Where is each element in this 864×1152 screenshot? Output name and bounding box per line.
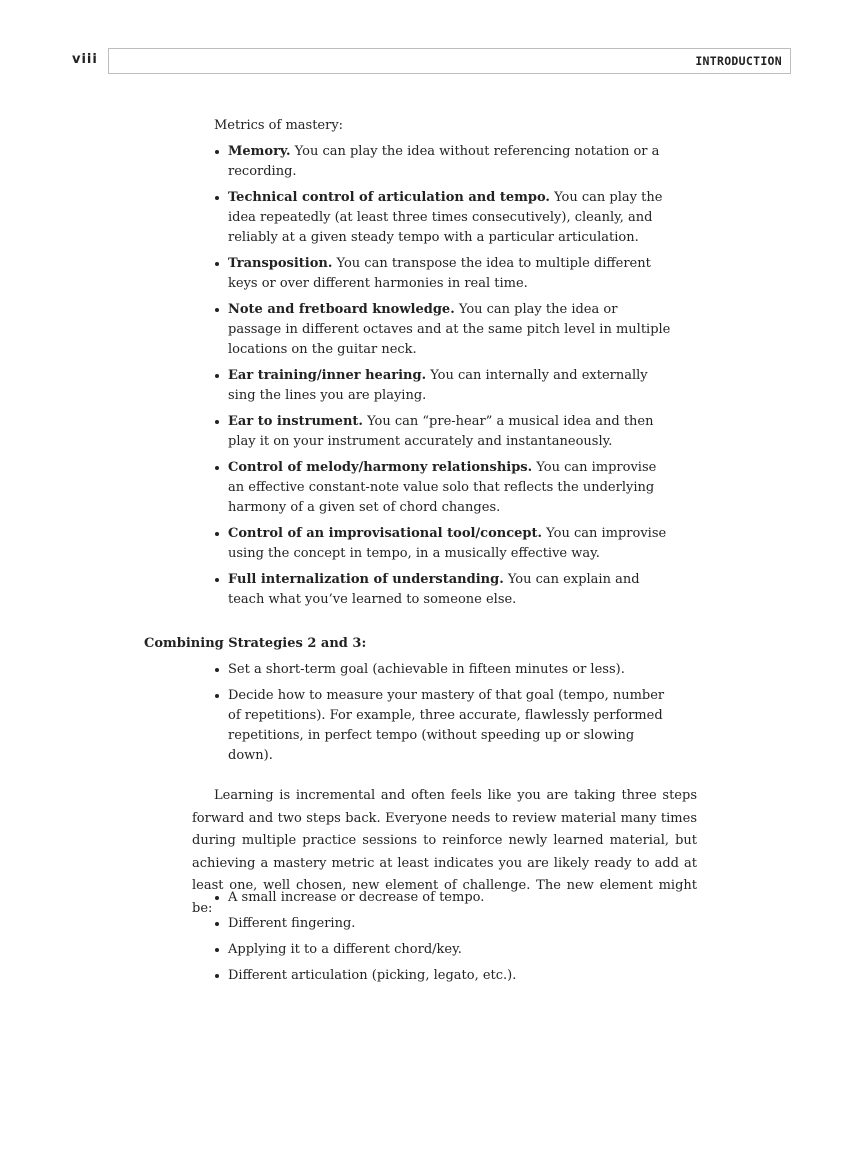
item-term: Technical control of articulation and tempo.	[228, 190, 550, 205]
item-term: Full internalization of understanding.	[228, 572, 504, 587]
list-item: Different fingering.	[214, 914, 674, 934]
item-term: Control of an improvisational tool/concept.	[228, 526, 543, 541]
list-item: A small increase or decrease of tempo.	[214, 888, 674, 908]
list-item	[214, 524, 674, 564]
item-text: You can explain and teach what you’ve learned to someone else.	[228, 572, 640, 607]
mastery-list	[214, 142, 674, 616]
list-item: Set a short-term goal (achievable in fifteen minutes or less).	[214, 660, 674, 680]
item-term: Ear training/inner hearing.	[228, 368, 427, 383]
new-element-list	[214, 888, 674, 992]
list-item	[214, 188, 674, 248]
running-title: INTRODUCTION	[695, 54, 782, 68]
item-text: You can internally and externally sing the lines you are playing.	[228, 368, 648, 403]
item-text: You can improvise an effective constant-note value solo that reflects the underlying harmony of a given set of chord changes.	[228, 460, 657, 515]
list-item	[214, 366, 674, 406]
page-number: viii	[72, 52, 98, 67]
running-header	[108, 48, 791, 74]
item-term: Ear to instrument.	[228, 414, 363, 429]
item-term: Transposition.	[228, 256, 333, 271]
item-text: You can play the idea repeatedly (at least three times consecutively), cleanly, and reliably at a given steady tempo with a particular articulation.	[228, 190, 663, 245]
item-text: You can play the idea or passage in different octaves and at the same pitch level in multiple locations on the guitar neck.	[228, 302, 671, 357]
item-text: You can improvise using the concept in tempo, in a musically effective way.	[228, 526, 667, 561]
list-item	[214, 142, 674, 182]
list-item: Different articulation (picking, legato, etc.).	[214, 966, 674, 986]
list-item	[214, 458, 674, 518]
item-text: You can “pre-hear” a musical idea and then play it on your instrument accurately and instantaneously.	[228, 414, 654, 449]
combining-heading: Combining Strategies 2 and 3:	[144, 636, 367, 651]
combining-list	[214, 660, 674, 772]
item-text: You can transpose the idea to multiple different keys or over different harmonies in real time.	[228, 256, 651, 291]
item-term: Memory.	[228, 144, 291, 159]
list-item	[214, 300, 674, 360]
learning-paragraph: Learning is incremental and often feels like you are taking three steps forward and two steps back. Everyone needs to review material many times during multiple practice sessions to reinforce newly learned material, but achieving a mastery metric at least indicates you are likely ready to add at least one, well chosen, new element of challenge. The new element might be:	[192, 788, 697, 916]
mastery-intro: Metrics of mastery:	[214, 118, 344, 133]
item-term: Control of melody/harmony relationships.	[228, 460, 533, 475]
list-item	[214, 254, 674, 294]
list-item: Applying it to a different chord/key.	[214, 940, 674, 960]
item-text: You can play the idea without referencing notation or a recording.	[228, 144, 660, 179]
list-item: Decide how to measure your mastery of that goal (tempo, number of repetitions). For example, three accurate, flawlessly performed repetitions, in perfect tempo (without speeding up or slowing down).	[214, 686, 674, 766]
list-item	[214, 570, 674, 610]
list-item	[214, 412, 674, 452]
item-term: Note and fretboard knowledge.	[228, 302, 455, 317]
